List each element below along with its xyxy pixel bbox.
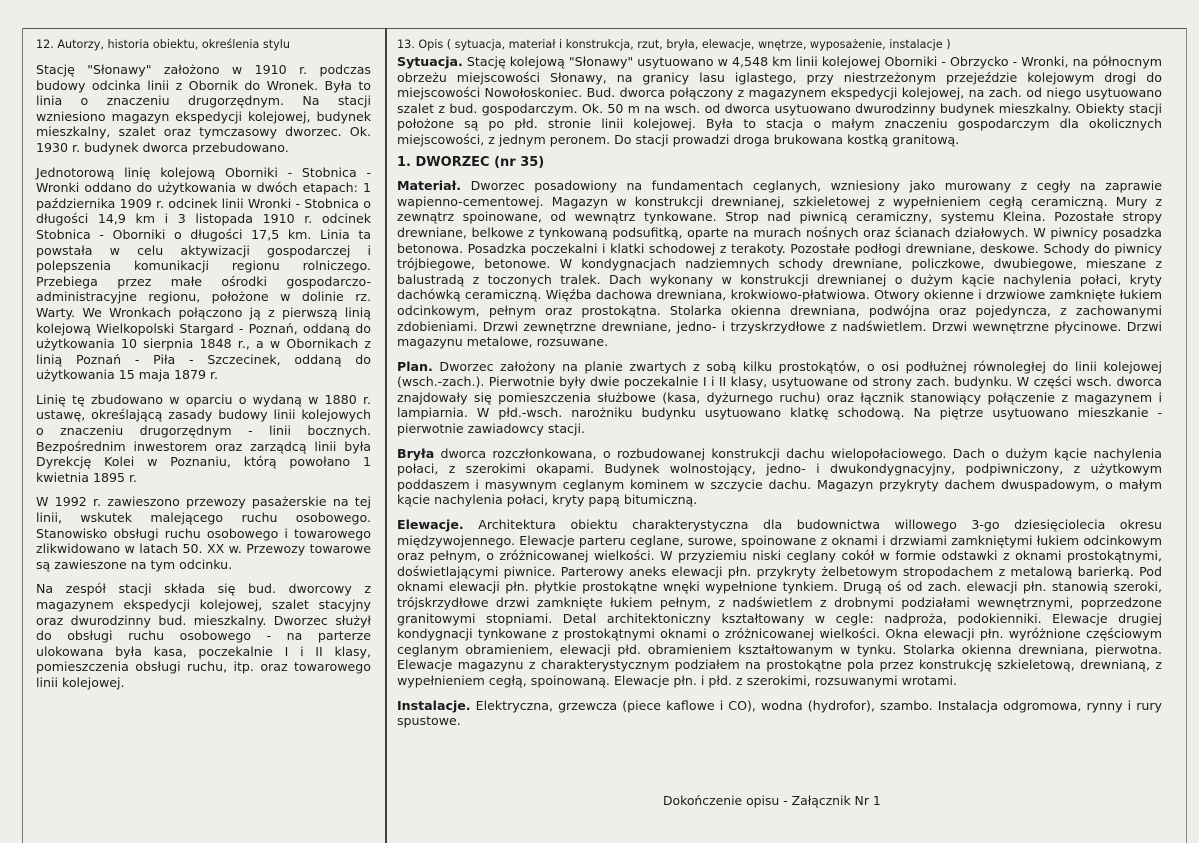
bryla-text: dworca rozczłonkowana, o rozbudowanej konstrukcji dachu wielopołaciowego. Dach o dużym kącie nachylenia połaci, z szerokimi okapami. Budynek wolnostojący, jedno- i dwukondygnacyjny, podpiwniczony, z użytkowym poddaszem i masywnym ceglanym kominem w szczycie dachu. Magazyn przykryty dachem dwuspadowym, o małym kącie nachylenia połaci, kryty papą bitumiczną.: [397, 445, 1162, 508]
frame-left-border: [22, 28, 23, 843]
description-column: [397, 38, 1162, 738]
plan-text: Dworzec założony na planie zwartych z sobą kilku prostokątów, o osi podłużnej równoległej do linii kolejowej (wsch.-zach.). Pierwotnie były dwie poczekalnie I i II klasy, usytuowane od strony zach. budynku. W części wsch. dworca znajdowały się pomieszczenia służbowe (kasa, dyżurnego ruchu) oraz łącznik stanowiący połączenie z magazynem i lampiarnia. W płd.-wsch. narożniku budynku usytuowano klatkę schodową. Na piętrze usytuowano mieszkanie - pierwotnie zawiadowcy stacji.: [397, 358, 1162, 437]
column-divider: [385, 28, 387, 843]
instalacje-paragraph: [397, 698, 1162, 729]
plan-paragraph: [397, 359, 1162, 437]
instalacje-text: Elektryczna, grzewcza (piece kaflowe i CO), wodna (hydrofor), szambo. Instalacja odgromowa, rynny i rury spustowe.: [397, 697, 1162, 729]
bryla-label: Bryła: [397, 445, 435, 461]
footer-note: Dokończenie opisu - Załącznik Nr 1: [663, 793, 881, 808]
history-paragraph: W 1992 r. zawieszono przewozy pasażerskie na tej linii, wskutek malejącego ruchu osobowego. Stanowisko obsługi ruchu osobowego i towarowego zlikwidowano w latach 50. XX w. Przewozy towarowe są zawieszone na tym odcinku.: [36, 494, 371, 572]
building-heading: 1. DWORZEC (nr 35): [397, 154, 545, 170]
instalacje-label: Instalacje.: [397, 697, 471, 713]
elewacje-label: Elewacje.: [397, 517, 464, 533]
sytuacja-label: Sytuacja.: [397, 54, 463, 69]
elewacje-paragraph: [397, 517, 1162, 689]
history-section-header: 12. Autorzy, historia obiektu, określenia stylu: [36, 38, 290, 51]
description-section-header: 13. Opis ( sytuacja, materiał i konstrukcja, rzut, bryła, elewacje, wnętrze, wyposażenie, instalacje ): [397, 38, 951, 51]
elewacje-text: Architektura obiektu charakterystyczna dla budownictwa willowego 3-go dziesięciolecia okresu międzywojennego. Elewacje parteru ceglane, surowe, spoinowane z oknami i drzwiami zamkniętymi łukiem odcinkowym oraz pełnym, o zróżnicowanej wielkości. W przyziemiu niski ceglany cokół w formie odstawki z oknami prostokątnymi, doświetlającymi piwnice. Parterowy aneks elewacji płn. przykryty żelbetowym stropodachem z metalową barierką. Pod oknami elewacji płn. płytkie prostokątne wnęki wypełnione tynkiem. Drugą oś od zach. elewacji płn. stanowią szeroki, trójskrzydłowe drzwi zamknięte łukiem pełnym, z nadświetlem z drobnymi podziałami wewnętrznymi, poprzedzone granitowymi stopniami. Detal architektoniczny kształtowany w cegle: nadproża, podokienniki. Elewacje drugiej kondygnacji tynkowane z prostokątnymi oknami o zróżnicowanej wielkości. Okna elewacji płn. wyróżnione częściowym ceglanym obramieniem, elewacji płd. obramieniem kształtowanym w tynku. Stolarka okienna drewniana, pierwotna. Elewacje magazynu z charakterystycznym podziałem na prostokątne pola przez konstrukcję szkieletową, drewnianą, z wypełnieniem cegłą, spoinowaną. Elewacje płn. i płd. z szerokimi, rozsuwanymi wrotami.: [397, 517, 1162, 688]
plan-label: Plan.: [397, 358, 433, 374]
history-paragraph: Jednotorową linię kolejową Oborniki - Stobnica - Wronki oddano do użytkowania w dwóch etapach: 1 października 1909 r. odcinek linii Wronki - Stobnica o długości 14,9 km i 3 listopada 1910 r. odcinek Stobnica - Oborniki o długości 17,5 km. Linia ta powstała w celu aktywizacji gospodarczej i polepszenia komunikacji regionu rolniczego. Przebiega przez małe ośrodki gospodarczo-administracyjne regionu, położone w dolinie rz. Warty. We Wronkach połączono ją z pierwszą linią kolejową Wielkopolski Stargard - Poznań, oddaną do użytkowania 10 sierpnia 1848 r., a w Obornikach z linią Poznań - Piła - Szczecinek, oddaną do użytkowania 15 maja 1879 r.: [36, 164, 371, 383]
material-label: Materiał.: [397, 178, 462, 194]
history-paragraph: Stację "Słonawy" założono w 1910 r. podczas budowy odcinka linii z Obornik do Wronek. Była to linia o znaczeniu drugorzędnym. Na stacji wzniesiono magazyn ekspedycji kolejowej, budynek mieszkalny, szalet oraz tymczasowy dworzec. Ok. 1930 r. budynek dworca przebudowano.: [36, 62, 371, 155]
history-paragraph: Na zespół stacji składa się bud. dworcowy z magazynem ekspedycji kolejowej, szalet stacyjny oraz dwurodzinny bud. mieszkalny. Dworzec służył do obsługi ruchu osobowego - na parterze ulokowana była kasa, poczekalnie I i II klasy, pomieszczenia obsługi ruchu, itp. oraz towarowego linii kolejowej.: [36, 581, 371, 690]
material-paragraph: [397, 178, 1162, 350]
sytuacja-paragraph: [397, 54, 1162, 148]
material-text: Dworzec posadowiony na fundamentach ceglanych, wzniesiony jako murowany z cegły na zaprawie wapienno-cementowej. Magazyn w konstrukcji drewnianej, szkieletowej z wypełnieniem cegłą ceramiczną. Mury z zewnątrz spoinowane, od wewnątrz tynkowane. Strop nad piwnicą ceramiczny, systemu Kleina. Pozostałe stropy drewniane, belkowe z tynkowaną podsufitką, oparte na murach nośnych oraz ścianach działowych. W piwnicy posadzka betonowa. Posadzka poczekalni i klatki schodowej z terakoty. Pozostałe podłogi drewniane, deskowe. Schody do piwnicy trójbiegowe, betonowe. W kondygnacjach nadziemnych schody drewniane, policzkowe, dwubiegowe, mieszane z balustradą z toczonych tralek. Dach wykonany w konstrukcji drewnianej o dużym kącie nachylenia połaci, kryty dachówką ceramiczną. Więźba dachowa drewniana, krokwiowo-płatwiowa. Otwory okienne i drzwiowe zamknięte łukiem odcinkowym, pełnym oraz prostokątna. Stolarka okienna drewniana, podwójna oraz pojedyncza, z zachowanymi zdobieniami. Drzwi zewnętrzne drewniane, jedno- i trzyskrzydłowe z nadświetlem. Drzwi wewnętrzne płycinowe. Drzwi magazynu metalowe, rozsuwane.: [397, 178, 1162, 350]
frame-top-border: [22, 28, 1187, 29]
frame-right-border: [1186, 28, 1187, 843]
history-column: [36, 38, 371, 700]
bryla-paragraph: [397, 446, 1162, 508]
sytuacja-text: Stację kolejową "Słonawy" usytuowano w 4,548 km linii kolejowej Oborniki - Obrzycko - Wronki, na północnym obrzeżu miejscowości Słonawy, na granicy lasu iglastego, przy niestrzeżonym przejeździe kolejowym drogi do miejscowości Nowołoskoniec. Bud. dworca połączony z magazynem ekspedycji kolejowej, na zach. od niego usytuowano szalet z bud. gospodarczym. Ok. 50 m na wsch. od dworca usytuowano dwurodzinny budynek mieszkalny. Obiekty stacji położone są po płd. stronie linii kolejowej. Była to stacja o małym znaczeniu gospodarczym dla okolicznych miejscowości, z jednym peronem. Do stacji prowadzi droga brukowana kostką granitową.: [397, 54, 1162, 147]
history-paragraph: Linię tę zbudowano w oparciu o wydaną w 1880 r. ustawę, określającą zasady budowy linii kolejowych o znaczeniu drugorzędnym - linii bocznych. Bezpośrednim inwestorem oraz zarządcą linii była Dyrekcję Kolei w Poznaniu, którą powołano 1 kwietnia 1895 r.: [36, 391, 371, 485]
